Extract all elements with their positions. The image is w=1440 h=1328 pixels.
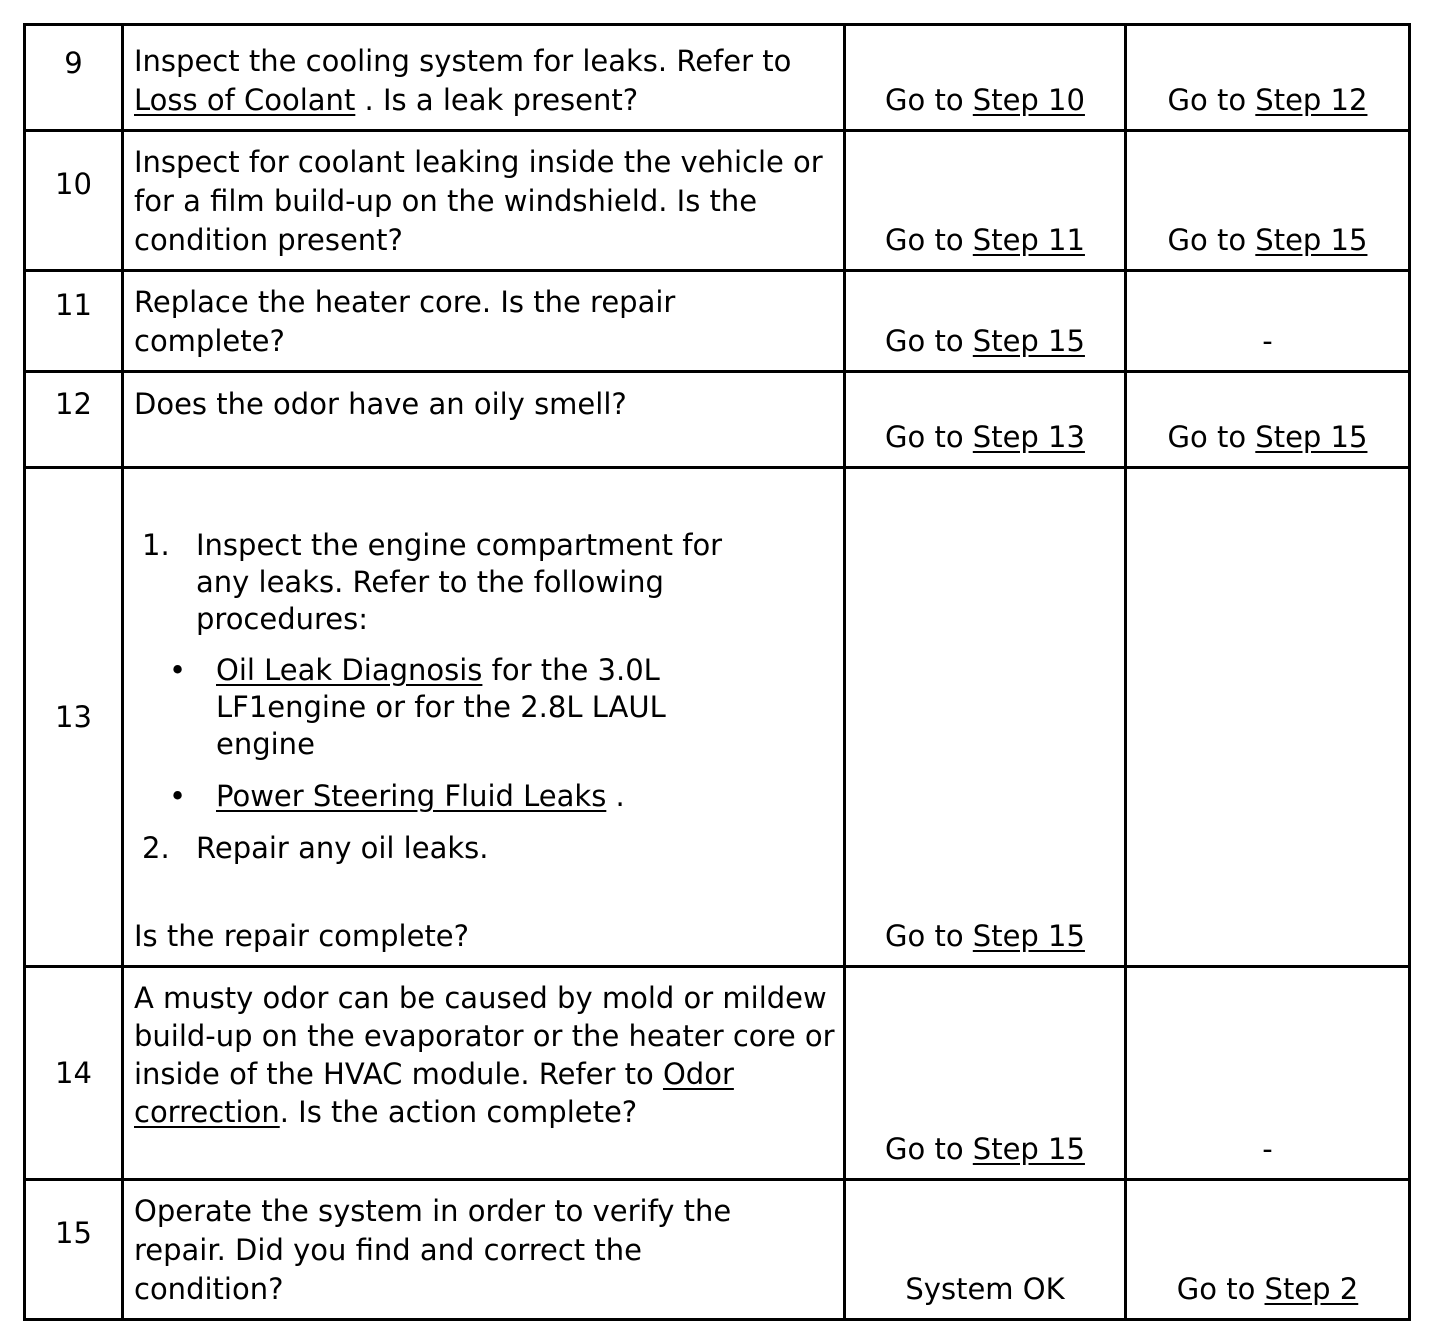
table-row — [25, 468, 1410, 967]
odor-correction-link[interactable]: Odor correction — [134, 1057, 734, 1129]
no-result: Go to Step 15 — [1126, 131, 1410, 271]
oil-leak-diagnosis-link[interactable]: Oil Leak Diagnosis — [216, 653, 483, 687]
yes-result: Go to Step 15 — [845, 468, 1126, 967]
yes-result: Go to Step 11 — [845, 131, 1126, 271]
no-result: - — [1126, 271, 1410, 372]
step-link[interactable]: Step 15 — [1255, 420, 1368, 454]
step-description: Replace the heater core. Is the repair complete? — [123, 271, 845, 372]
table-row — [25, 967, 1410, 1180]
no-result: - — [1126, 967, 1410, 1180]
table-row — [25, 271, 1410, 372]
step-description: Inspect for coolant leaking inside the vehicle or for a film build-up on the windshield. Is the condition present? — [123, 131, 845, 271]
step-description: A musty odor can be caused by mold or mildew build-up on the evaporator or the heater core or inside of the HVAC module. Refer to Odor correction. Is the action complete? — [123, 967, 845, 1180]
bullet-item: • Power Steering Fluid Leaks . — [175, 778, 756, 815]
table-row — [25, 1180, 1410, 1320]
step-number: 14 — [25, 967, 123, 1180]
step-link[interactable]: Step 11 — [972, 223, 1085, 257]
step-number: 10 — [25, 131, 123, 271]
no-result: Go to Step 15 — [1126, 372, 1410, 468]
step-description — [123, 468, 845, 967]
table-row — [25, 372, 1410, 468]
step-link[interactable]: Step 15 — [1255, 223, 1368, 257]
step-description: Operate the system in order to verify the repair. Did you find and correct the condition? — [123, 1180, 845, 1320]
yes-result: Go to Step 15 — [845, 271, 1126, 372]
yes-result: Go to Step 10 — [845, 25, 1126, 131]
step-link[interactable]: Step 2 — [1264, 1272, 1359, 1306]
step-description: Does the odor have an oily smell? — [123, 372, 845, 468]
yes-result: Go to Step 15 — [845, 967, 1126, 1180]
yes-result: Go to Step 13 — [845, 372, 1126, 468]
step-number: 9 — [25, 25, 123, 131]
power-steering-fluid-leaks-link[interactable]: Power Steering Fluid Leaks — [216, 779, 607, 813]
step-link[interactable]: Step 13 — [972, 420, 1085, 454]
step-link[interactable]: Step 15 — [972, 324, 1085, 358]
step-link[interactable]: Step 12 — [1255, 83, 1368, 117]
step-question: Is the repair complete? — [134, 919, 470, 953]
loss-of-coolant-link[interactable]: Loss of Coolant — [134, 83, 356, 117]
step-description: Inspect the cooling system for leaks. Refer to Loss of Coolant . Is a leak present? — [123, 25, 845, 131]
step-number: 13 — [25, 468, 123, 967]
step-link[interactable]: Step 15 — [972, 1132, 1085, 1166]
list-item: 1. Inspect the engine compartment for any leaks. Refer to the following procedures: • Oil Leak Diagnosis for the 3.0L LF1engine or for the 2.8L LAUL engine • Power Steering Fluid Leaks . — [134, 527, 756, 815]
no-result: Go to Step 12 — [1126, 25, 1410, 131]
bullet-item: • Oil Leak Diagnosis for the 3.0L LF1engine or for the 2.8L LAUL engine — [175, 652, 706, 763]
step-number: 12 — [25, 372, 123, 468]
diagnostic-steps-table — [23, 23, 1411, 1321]
bullet-list — [196, 652, 756, 815]
step-number: 11 — [25, 271, 123, 372]
no-result: Go to Step 2 — [1126, 1180, 1410, 1320]
no-result — [1126, 468, 1410, 967]
step-number: 15 — [25, 1180, 123, 1320]
yes-result: System OK — [845, 1180, 1126, 1320]
table-row — [25, 25, 1410, 131]
list-item: 2. Repair any oil leaks. — [142, 831, 489, 865]
table-row — [25, 131, 1410, 271]
step-link[interactable]: Step 10 — [972, 83, 1085, 117]
step-link[interactable]: Step 15 — [972, 919, 1085, 953]
